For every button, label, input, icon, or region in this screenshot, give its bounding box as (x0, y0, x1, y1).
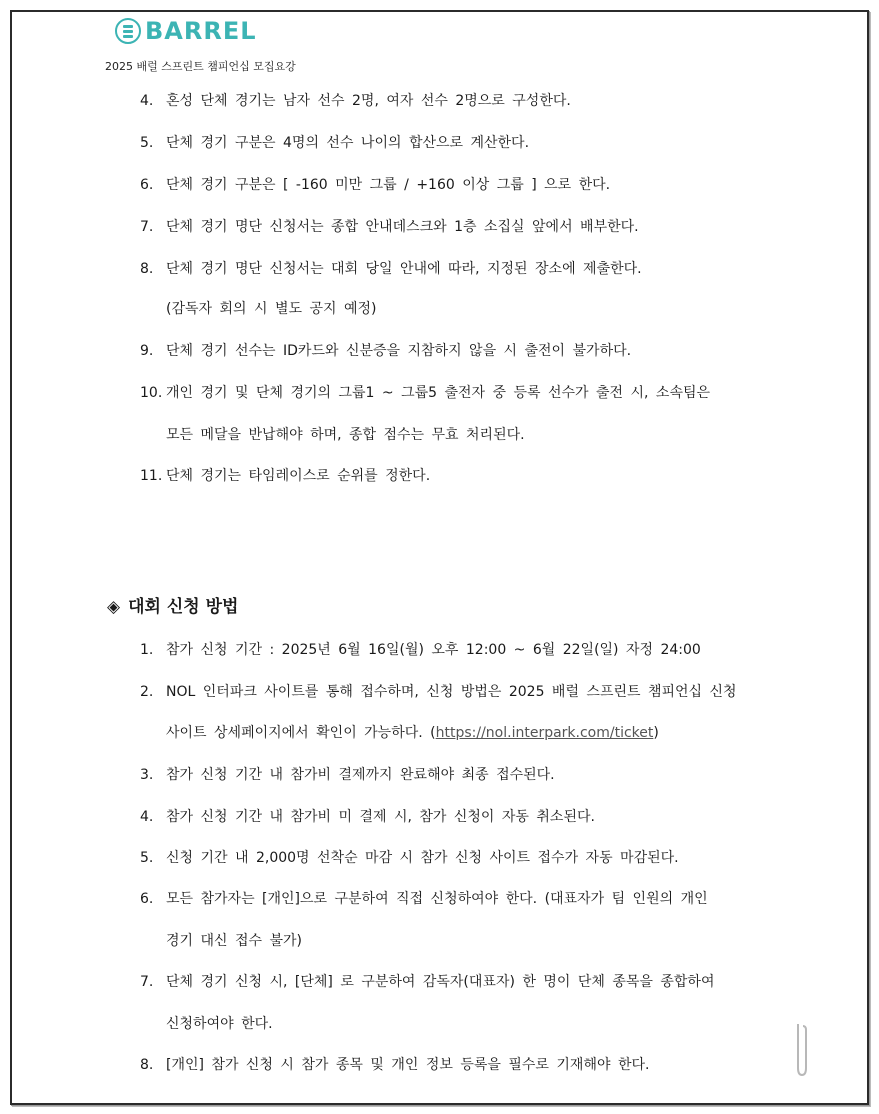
list-item: 5. 단체 경기 구분은 4명의 선수 나이의 합산으로 계산한다. (140, 135, 530, 151)
list-item-continuation: (감독자 회의 시 별도 공지 예정) (166, 301, 377, 317)
interpark-ticket-link[interactable]: https://nol.interpark.com/ticket (435, 725, 654, 741)
section-title: 대회 신청 방법 (128, 597, 239, 617)
list-item: 10. 개인 경기 및 단체 경기의 그룹1 ~ 그룹5 출전자 중 등록 선수가 출전 시, 소속팀은 (140, 385, 711, 401)
list-item: 7. 단체 경기 명단 신청서는 종합 안내데스크와 1층 소집실 앞에서 배부한다. (140, 219, 639, 235)
document-subtitle: 2025 배럴 스프린트 챔피언십 모집요강 (105, 60, 296, 73)
list-item-continuation: 사이트 상세페이지에서 확인이 가능하다. (https://nol.interpark.com/ticket) (166, 725, 659, 741)
list-item: 5. 신청 기간 내 2,000명 선착순 마감 시 참가 신청 사이트 접수가 자동 마감된다. (140, 850, 679, 866)
list-item: 3. 참가 신청 기간 내 참가비 결제까지 완료해야 최종 접수된다. (140, 767, 555, 783)
barrel-logo-icon (115, 18, 141, 44)
list-item: 8. 단체 경기 명단 신청서는 대회 당일 안내에 따라, 지정된 장소에 제출한다. (140, 261, 642, 277)
list-item: 1. 참가 신청 기간 : 2025년 6월 16일(월) 오후 12:00 ~ 6월 22일(일) 자정 24:00 (140, 642, 701, 658)
document-page (10, 10, 869, 1105)
logo-text: BARREL (145, 17, 257, 45)
list-item: 4. 혼성 단체 경기는 남자 선수 2명, 여자 선수 2명으로 구성한다. (140, 93, 571, 109)
list-item: 6. 모든 참가자는 [개인]으로 구분하여 직접 신청하여야 한다. (대표자가 팀 인원의 개인 (140, 891, 708, 907)
paperclip-icon (795, 1020, 809, 1078)
list-item-continuation: 경기 대신 접수 불가) (166, 933, 303, 949)
list-item-continuation: 모든 메달을 반납해야 하며, 종합 점수는 무효 처리된다. (166, 427, 525, 443)
list-item-continuation: 신청하여야 한다. (166, 1016, 273, 1032)
list-item: 7. 단체 경기 신청 시, [단체] 로 구분하여 감독자(대표자) 한 명이 단체 종목을 종합하여 (140, 974, 715, 990)
list-item: 8. [개인] 참가 신청 시 참가 종목 및 개인 정보 등록을 필수로 기재해야 한다. (140, 1057, 650, 1073)
list-item: 9. 단체 경기 선수는 ID카드와 신분증을 지참하지 않을 시 출전이 불가하다. (140, 343, 632, 359)
diamond-bullet-icon: ◈ (107, 597, 121, 617)
list-item: 11. 단체 경기는 타임레이스로 순위를 정한다. (140, 468, 431, 484)
barrel-logo (115, 15, 257, 47)
list-item: 2. NOL 인터파크 사이트를 통해 접수하며, 신청 방법은 2025 배럴 스프린트 챔피언십 신청 (140, 684, 737, 700)
list-item: 4. 참가 신청 기간 내 참가비 미 결제 시, 참가 신청이 자동 취소된다. (140, 809, 595, 825)
section-heading (107, 592, 238, 617)
list-item: 6. 단체 경기 구분은 [ -160 미만 그룹 / +160 이상 그룹 ] 으로 한다. (140, 177, 611, 193)
